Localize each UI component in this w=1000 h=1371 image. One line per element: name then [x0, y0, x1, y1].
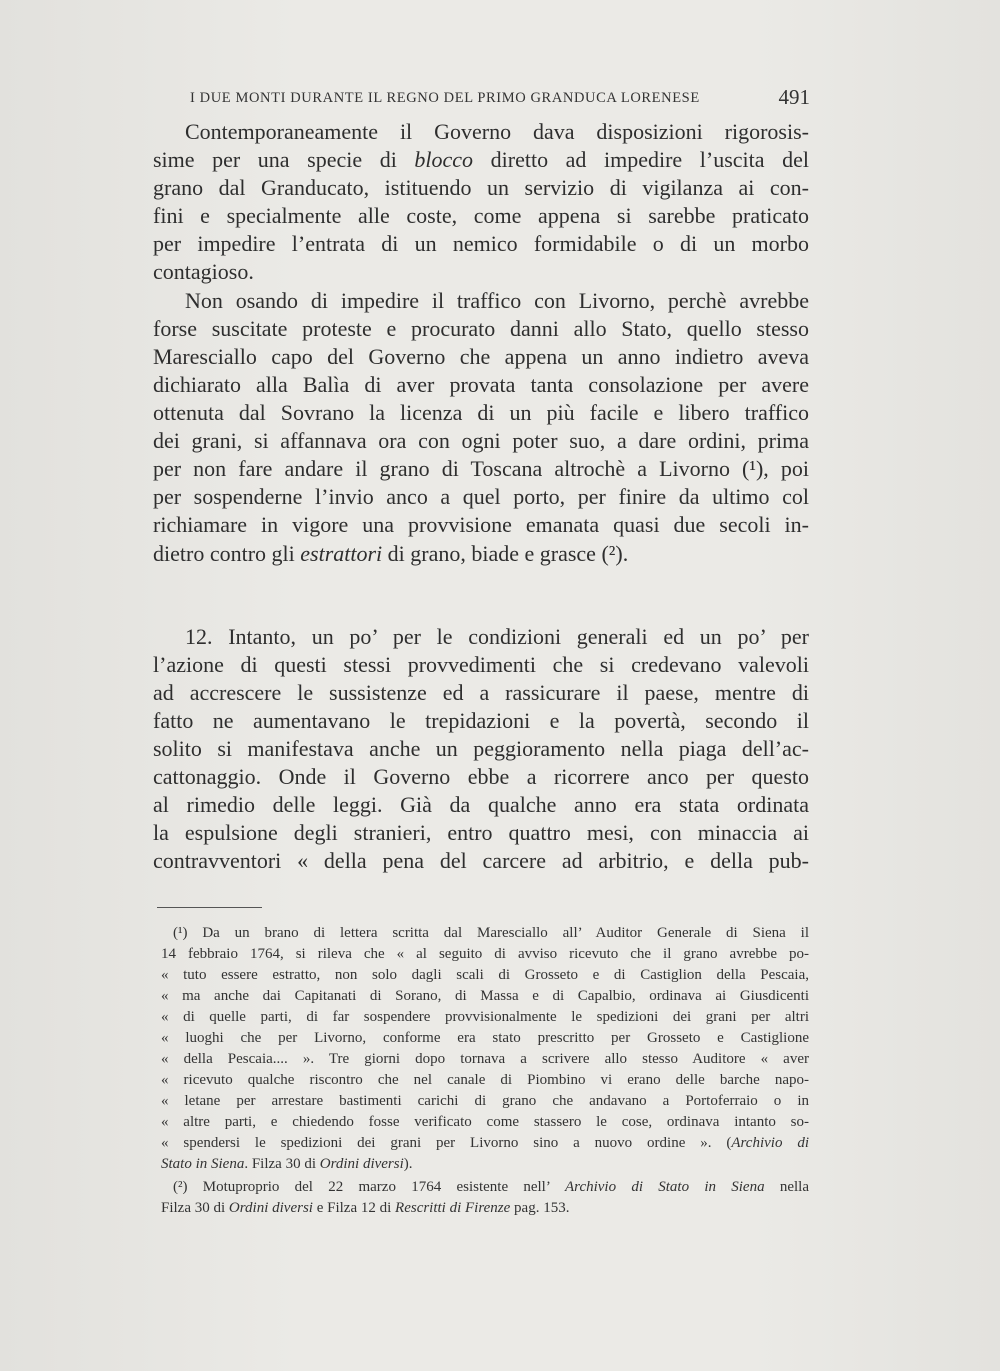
footnote-1-line: « altre parti, e chiedendo fosse verificato come stassero le cose, ordinava intanto so-: [161, 1114, 809, 1130]
paragraph-2-line: [153, 540, 809, 568]
paragraph-2-line: dei grani, si affannava ora con ogni poter suo, a dare ordini, prima: [153, 428, 809, 453]
italic-term: blocco: [414, 147, 474, 172]
footnote-1-line: « di quelle parti, di far sospendere provvisionalmente le spedizioni dei grani per altri: [161, 1009, 809, 1025]
running-header: [190, 86, 810, 110]
paragraph-2-line: Maresciallo capo del Governo che appena un anno indietro aveva: [153, 344, 809, 369]
paragraph-1-line: [153, 146, 809, 174]
text-span: (²) Motuproprio del 22 marzo 1764 esistente nell’: [173, 1179, 565, 1195]
text-span: sime per una specie di: [153, 147, 415, 172]
paragraph-3-line: cattonaggio. Onde il Governo ebbe a ricorrere anco per questo: [153, 764, 809, 789]
paragraph-1-line: fini e specialmente alle coste, come appena si sarebbe praticato: [153, 203, 809, 228]
italic-citation: Rescritti di Firenze: [395, 1200, 511, 1216]
text-span: di grano, biade e grasce (²).: [382, 541, 629, 566]
footnote-1-line: [161, 1154, 809, 1175]
paragraph-3-line: la espulsione degli stranieri, entro quattro mesi, con minaccia ai: [153, 820, 809, 845]
paragraph-2-line: forse suscitate proteste e procurato danni allo Stato, quello stesso: [153, 316, 809, 341]
paragraph-3-line: ad accrescere le sussistenze ed a rassicurare il paese, mentre di: [153, 680, 809, 705]
paragraph-3-line: al rimedio delle leggi. Già da qualche anno era stata ordinata: [153, 792, 809, 817]
footnote-1-line: (¹) Da un brano di lettera scritta dal Maresciallo all’ Auditor Generale di Siena il: [173, 925, 809, 941]
paragraph-3-line: 12. Intanto, un po’ per le condizioni generali ed un po’ per: [185, 624, 809, 649]
text-span: nella: [764, 1179, 809, 1195]
footnote-1-line: « ma anche dai Capitanati di Sorano, di Massa e di Capalbio, ordinava ai Giusdicenti: [161, 988, 809, 1004]
text-span: dietro contro gli: [153, 541, 301, 566]
paragraph-2-line: dichiarato alla Balìa di aver provata tanta consolazione per avere: [153, 372, 809, 397]
italic-citation: Stato in Siena: [161, 1156, 245, 1172]
text-span: Filza 30 di: [161, 1200, 229, 1216]
footnote-1-line: « della Pescaia.... ». Tre giorni dopo tornava a scrivere allo stesso Auditore « aver: [161, 1051, 809, 1067]
paragraph-1-line: per impedire l’entrata di un nemico formidabile o di un morbo: [153, 231, 809, 256]
paragraph-1-line: Contemporaneamente il Governo dava disposizioni rigorosis-: [185, 119, 809, 144]
paragraph-2-line: richiamare in vigore una provvisione emanata quasi due secoli in-: [153, 512, 809, 537]
text-span: e Filza 12 di: [312, 1200, 396, 1216]
italic-citation: Archivio di Stato in Siena: [565, 1179, 765, 1195]
footnote-2-line: [161, 1177, 809, 1198]
footnote-1-line: 14 febbraio 1764, si rileva che « al seguito di avviso ricevuto che il grano avrebbe po-: [161, 946, 809, 962]
paragraph-3-line: solito si manifestava anche un peggioramento nella piaga dell’ac-: [153, 736, 809, 761]
paragraph-2-line: Non osando di impedire il traffico con Livorno, perchè avrebbe: [185, 288, 809, 313]
text-span: . Filza 30 di: [244, 1156, 320, 1172]
text-span: ).: [403, 1156, 413, 1172]
paragraph-2-line: per non fare andare il grano di Toscana altrochè a Livorno (¹), poi: [153, 456, 809, 481]
paragraph-3-line: fatto ne aumentavano le trepidazioni e la povertà, secondo il: [153, 708, 809, 733]
italic-term: estrattori: [300, 541, 383, 566]
paragraph-1-line: contagioso.: [153, 259, 254, 284]
footnote-2-line: [161, 1198, 809, 1219]
paragraph-3-line: l’azione di questi stessi provvedimenti che si credevano valevoli: [153, 652, 809, 677]
italic-citation: Ordini diversi: [319, 1156, 404, 1172]
paragraph-2-line: per sospenderne l’invio anco a quel porto, per finire da ultimo col: [153, 484, 809, 509]
paragraph-1-line: grano dal Granducato, istituendo un servizio di vigilanza ai con-: [153, 175, 809, 200]
text-span: pag. 153.: [510, 1200, 570, 1216]
footnote-1-line: « letane per arrestare bastimenti carichi di grano che andavano a Portoferraio o in: [161, 1093, 809, 1109]
italic-citation: Ordini diversi: [228, 1200, 313, 1216]
page-number: 491: [778, 85, 810, 109]
italic-citation: Archivio di: [731, 1135, 809, 1151]
text-span: « spendersi le spedizioni dei grani per Livorno sino a nuovo ordine ». (: [161, 1135, 732, 1151]
footnote-1-line: « luoghi che per Livorno, conforme era stato prescritto per Grosseto e Castiglione: [161, 1030, 809, 1046]
paragraph-2-line: ottenuta dal Sovrano la licenza di un più facile e libero traffico: [153, 400, 809, 425]
text-span: diretto ad impedire l’uscita del: [473, 147, 809, 172]
footnote-1-line: [161, 1133, 809, 1154]
footnote-divider: [157, 907, 262, 908]
running-title: I DUE MONTI DURANTE IL REGNO DEL PRIMO GRANDUCA LORENESE: [190, 90, 700, 106]
paragraph-3-line: contravventori « della pena del carcere ad arbitrio, e della pub-: [153, 848, 809, 873]
footnote-1-line: « tuto essere estratto, non solo dagli scali di Grosseto e di Castiglion della Pescaia,: [161, 967, 809, 983]
footnote-1-line: « ricevuto qualche riscontro che nel canale di Piombino vi erano delle barche napo-: [161, 1072, 809, 1088]
